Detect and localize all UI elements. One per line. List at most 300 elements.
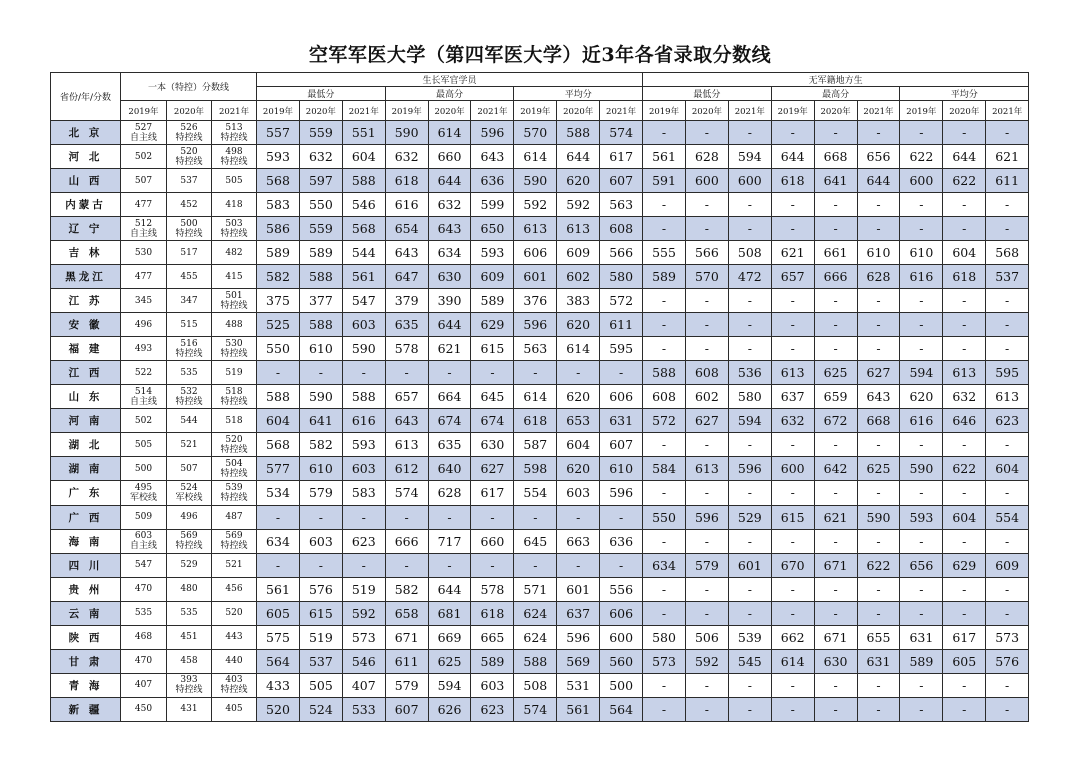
score-cell: - <box>986 601 1029 625</box>
tekong-score: 517 <box>180 247 198 258</box>
score-cell: - <box>600 361 643 385</box>
tekong-cell <box>212 145 257 169</box>
score-cell: 621 <box>814 505 857 529</box>
score-cell: 524 <box>299 697 342 721</box>
score-cell: 631 <box>857 649 900 673</box>
score-cell: 605 <box>257 601 300 625</box>
tekong-score: 521 <box>180 439 198 450</box>
score-cell: - <box>857 697 900 721</box>
score-cell: - <box>857 337 900 361</box>
tekong-score: 519 <box>225 367 243 378</box>
score-cell: 588 <box>557 121 600 145</box>
tekong-cell <box>121 169 167 193</box>
score-cell: 634 <box>257 529 300 553</box>
tekong-score: 569 <box>180 531 198 542</box>
tekong-cell <box>121 577 167 601</box>
score-cell: 602 <box>685 385 728 409</box>
score-cell: 671 <box>814 625 857 649</box>
score-cell: - <box>299 505 342 529</box>
score-cell: - <box>771 673 814 697</box>
score-cell: 607 <box>385 697 428 721</box>
score-cell: - <box>857 673 900 697</box>
province-cell: 青 海 <box>51 673 121 697</box>
table-row <box>51 265 1029 289</box>
tekong-note: 特控线 <box>175 396 203 407</box>
score-cell: - <box>814 601 857 625</box>
score-cell: 520 <box>257 697 300 721</box>
score-cell: 618 <box>943 265 986 289</box>
score-cell: 618 <box>471 601 514 625</box>
score-cell: 662 <box>771 625 814 649</box>
score-cell: 608 <box>643 385 686 409</box>
score-cell: 623 <box>342 529 385 553</box>
tekong-note: 特控线 <box>220 541 248 552</box>
tekong-score: 502 <box>134 151 153 162</box>
tekong-score: 498 <box>225 146 243 157</box>
score-cell: - <box>857 577 900 601</box>
score-cell: 614 <box>428 121 471 145</box>
score-cell: - <box>685 121 728 145</box>
score-cell: 630 <box>471 433 514 457</box>
tekong-note: 特控线 <box>175 541 203 552</box>
score-cell: 574 <box>600 121 643 145</box>
score-cell: 506 <box>685 625 728 649</box>
tekong-cell <box>121 481 167 505</box>
score-cell: 560 <box>600 649 643 673</box>
sz-group-header: 最高分 <box>385 87 514 101</box>
score-cell: - <box>814 193 857 217</box>
tekong-cell <box>167 697 212 721</box>
score-cell: - <box>685 673 728 697</box>
year-header: 2019年 <box>643 101 686 121</box>
score-cell: - <box>685 697 728 721</box>
score-cell: 610 <box>857 241 900 265</box>
score-cell: 609 <box>986 553 1029 577</box>
province-cell: 广 西 <box>51 505 121 529</box>
score-cell: 554 <box>514 481 557 505</box>
score-cell: 598 <box>514 457 557 481</box>
table-row <box>51 313 1029 337</box>
score-cell: 610 <box>299 457 342 481</box>
table-row <box>51 457 1029 481</box>
score-cell: 601 <box>514 265 557 289</box>
tekong-cell <box>167 529 212 553</box>
tekong-score: 468 <box>134 632 153 643</box>
score-cell: 433 <box>257 673 300 697</box>
score-cell: 534 <box>257 481 300 505</box>
score-cell: 505 <box>299 673 342 697</box>
score-cell: 647 <box>385 265 428 289</box>
score-cell: 604 <box>257 409 300 433</box>
tekong-score: 505 <box>225 175 243 186</box>
score-cell: 588 <box>342 385 385 409</box>
score-cell: 627 <box>857 361 900 385</box>
score-cell: 576 <box>986 649 1029 673</box>
tekong-cell <box>121 193 167 217</box>
score-cell: 568 <box>257 169 300 193</box>
score-cell: - <box>643 121 686 145</box>
score-cell: - <box>943 337 986 361</box>
table-row <box>51 169 1029 193</box>
score-cell: 583 <box>257 193 300 217</box>
tekong-score: 520 <box>225 608 243 619</box>
score-cell: - <box>814 697 857 721</box>
tekong-score: 488 <box>225 319 243 330</box>
score-cell: - <box>728 121 771 145</box>
year-header: 2021年 <box>986 101 1029 121</box>
score-cell: 551 <box>342 121 385 145</box>
tekong-cell <box>121 217 167 241</box>
tekong-score: 477 <box>134 271 153 282</box>
score-cell: - <box>428 361 471 385</box>
score-cell: 642 <box>814 457 857 481</box>
score-cell: 665 <box>471 625 514 649</box>
score-cell: 555 <box>643 241 686 265</box>
score-cell: - <box>900 121 943 145</box>
score-cell: 644 <box>557 145 600 169</box>
score-cell: 603 <box>342 457 385 481</box>
score-cell: 610 <box>900 241 943 265</box>
score-cell: 614 <box>557 337 600 361</box>
score-cell: - <box>514 361 557 385</box>
score-cell: 574 <box>514 697 557 721</box>
score-cell: 681 <box>428 601 471 625</box>
tekong-cell <box>167 241 212 265</box>
score-cell: 582 <box>385 577 428 601</box>
score-cell: 614 <box>514 385 557 409</box>
tekong-cell <box>212 457 257 481</box>
tekong-note: 特控线 <box>220 685 248 696</box>
tekong-score: 524 <box>180 482 198 493</box>
tekong-score: 405 <box>225 704 243 715</box>
tekong-score: 521 <box>225 560 243 571</box>
score-cell: 643 <box>857 385 900 409</box>
score-cell: - <box>728 193 771 217</box>
tekong-cell <box>167 409 212 433</box>
tekong-cell <box>167 265 212 289</box>
score-cell: 605 <box>943 649 986 673</box>
tekong-note: 自主线 <box>129 396 157 407</box>
score-cell: 566 <box>685 241 728 265</box>
score-cell: 653 <box>557 409 600 433</box>
score-cell: 519 <box>299 625 342 649</box>
score-cell: 554 <box>986 505 1029 529</box>
score-cell: 539 <box>728 625 771 649</box>
score-cell: 610 <box>600 457 643 481</box>
score-cell: - <box>728 577 771 601</box>
score-cell: 589 <box>257 241 300 265</box>
score-cell: 592 <box>514 193 557 217</box>
tekong-note: 特控线 <box>220 396 248 407</box>
province-cell: 山 西 <box>51 169 121 193</box>
tekong-header: 一本（特控）分数线 <box>121 73 257 101</box>
score-cell: 592 <box>557 193 600 217</box>
score-cell: 609 <box>471 265 514 289</box>
score-cell: - <box>986 529 1029 553</box>
score-cell: 537 <box>986 265 1029 289</box>
table-row <box>51 121 1029 145</box>
tekong-score: 345 <box>134 295 153 306</box>
score-cell: - <box>728 337 771 361</box>
tekong-score: 495 <box>134 482 153 493</box>
score-cell: 617 <box>471 481 514 505</box>
score-cell: 644 <box>943 145 986 169</box>
score-cell: 550 <box>643 505 686 529</box>
score-cell: - <box>299 553 342 577</box>
score-cell: 533 <box>342 697 385 721</box>
tekong-score: 535 <box>134 608 153 619</box>
score-cell: 594 <box>728 409 771 433</box>
tekong-cell <box>121 313 167 337</box>
score-cell: 588 <box>299 265 342 289</box>
score-cell: 613 <box>986 385 1029 409</box>
tekong-cell <box>212 529 257 553</box>
score-cell: 625 <box>428 649 471 673</box>
table-row <box>51 337 1029 361</box>
tekong-score: 529 <box>180 560 198 571</box>
score-cell: 573 <box>986 625 1029 649</box>
tekong-cell <box>121 697 167 721</box>
score-cell: - <box>986 577 1029 601</box>
score-cell: - <box>771 193 814 217</box>
score-cell: - <box>943 529 986 553</box>
score-cell: 590 <box>900 457 943 481</box>
score-cell: 574 <box>385 481 428 505</box>
score-cell: 620 <box>557 313 600 337</box>
tekong-score: 393 <box>180 675 198 686</box>
score-cell: 550 <box>299 193 342 217</box>
score-cell: 613 <box>685 457 728 481</box>
tekong-cell <box>121 361 167 385</box>
score-cell: 613 <box>557 217 600 241</box>
province-cell: 江 西 <box>51 361 121 385</box>
score-cell: 615 <box>299 601 342 625</box>
tekong-cell <box>212 385 257 409</box>
province-cell: 湖 北 <box>51 433 121 457</box>
score-cell: - <box>771 121 814 145</box>
score-cell: 546 <box>342 193 385 217</box>
score-cell: - <box>557 505 600 529</box>
score-cell: - <box>943 481 986 505</box>
score-cell: 570 <box>685 265 728 289</box>
score-cell: - <box>771 217 814 241</box>
score-cell: - <box>900 481 943 505</box>
score-cell: - <box>771 289 814 313</box>
score-cell: 636 <box>600 529 643 553</box>
score-cell: 376 <box>514 289 557 313</box>
province-cell: 江 苏 <box>51 289 121 313</box>
score-cell: - <box>600 553 643 577</box>
score-cell: 589 <box>643 265 686 289</box>
score-cell: 621 <box>771 241 814 265</box>
tekong-cell <box>167 385 212 409</box>
tekong-cell <box>212 217 257 241</box>
score-cell: 643 <box>385 409 428 433</box>
score-cell: 589 <box>900 649 943 673</box>
tekong-score: 501 <box>225 290 243 301</box>
score-cell: 379 <box>385 289 428 313</box>
score-cell: - <box>986 337 1029 361</box>
tekong-cell <box>167 601 212 625</box>
score-cell: 620 <box>557 169 600 193</box>
score-cell: 622 <box>943 169 986 193</box>
tekong-note: 特控线 <box>220 492 248 503</box>
score-cell: - <box>299 361 342 385</box>
score-cell: 593 <box>342 433 385 457</box>
table-row <box>51 697 1029 721</box>
shengzhang-header: 生长军官学员 <box>257 73 643 87</box>
score-cell: - <box>986 313 1029 337</box>
score-cell: 596 <box>685 505 728 529</box>
score-cell: 644 <box>771 145 814 169</box>
score-cell: 589 <box>471 649 514 673</box>
tekong-score: 451 <box>180 632 198 643</box>
score-cell: 563 <box>514 337 557 361</box>
score-cell: - <box>385 505 428 529</box>
tekong-cell <box>121 337 167 361</box>
table-row <box>51 505 1029 529</box>
score-cell: 666 <box>814 265 857 289</box>
tekong-score: 470 <box>134 656 153 667</box>
score-cell: 508 <box>514 673 557 697</box>
score-cell: 611 <box>986 169 1029 193</box>
table-row <box>51 601 1029 625</box>
score-cell: 590 <box>299 385 342 409</box>
score-cell: 613 <box>514 217 557 241</box>
score-cell: - <box>643 217 686 241</box>
tekong-note: 军校线 <box>175 492 203 503</box>
tekong-cell <box>121 553 167 577</box>
tekong-score: 603 <box>134 531 153 542</box>
score-cell: - <box>685 193 728 217</box>
table-row <box>51 553 1029 577</box>
tekong-note: 特控线 <box>220 132 248 143</box>
tekong-score: 530 <box>225 338 243 349</box>
province-cell: 广 东 <box>51 481 121 505</box>
score-cell: - <box>900 289 943 313</box>
tekong-cell <box>167 481 212 505</box>
score-cell: 566 <box>600 241 643 265</box>
tekong-cell <box>121 121 167 145</box>
table-row <box>51 409 1029 433</box>
score-table <box>50 72 1029 722</box>
tekong-note: 特控线 <box>220 468 248 479</box>
score-cell: 561 <box>557 697 600 721</box>
score-cell: 568 <box>257 433 300 457</box>
tekong-cell <box>167 313 212 337</box>
tekong-score: 547 <box>134 560 153 571</box>
tekong-score: 477 <box>134 199 153 210</box>
score-cell: 375 <box>257 289 300 313</box>
tekong-score: 507 <box>180 463 198 474</box>
score-cell: 643 <box>428 217 471 241</box>
tekong-cell <box>167 361 212 385</box>
table-row <box>51 625 1029 649</box>
tekong-cell <box>167 121 212 145</box>
province-cell: 山 东 <box>51 385 121 409</box>
tekong-score: 512 <box>134 218 153 229</box>
tekong-score: 407 <box>134 680 153 691</box>
table-row <box>51 145 1029 169</box>
tekong-cell <box>212 673 257 697</box>
province-cell: 河 南 <box>51 409 121 433</box>
score-cell: - <box>900 313 943 337</box>
score-cell: - <box>857 433 900 457</box>
score-cell: - <box>857 601 900 625</box>
tekong-score: 513 <box>225 122 243 133</box>
tekong-cell <box>212 625 257 649</box>
tekong-cell <box>167 169 212 193</box>
province-cell: 福 建 <box>51 337 121 361</box>
score-cell: 580 <box>600 265 643 289</box>
score-cell: - <box>643 337 686 361</box>
score-cell: - <box>643 673 686 697</box>
score-cell: 613 <box>771 361 814 385</box>
score-cell: 578 <box>471 577 514 601</box>
tekong-score: 530 <box>134 247 153 258</box>
tekong-cell <box>212 409 257 433</box>
score-cell: 590 <box>514 169 557 193</box>
score-cell: - <box>643 313 686 337</box>
score-cell: 615 <box>771 505 814 529</box>
score-cell: 672 <box>814 409 857 433</box>
score-cell: - <box>685 601 728 625</box>
score-cell: - <box>771 601 814 625</box>
score-cell: 595 <box>986 361 1029 385</box>
score-cell: - <box>814 529 857 553</box>
score-cell: 626 <box>428 697 471 721</box>
year-header: 2020年 <box>428 101 471 121</box>
score-cell: - <box>643 193 686 217</box>
score-cell: - <box>943 313 986 337</box>
score-cell: - <box>857 529 900 553</box>
score-cell: - <box>685 217 728 241</box>
tekong-cell <box>167 553 212 577</box>
score-cell: 637 <box>557 601 600 625</box>
score-cell: 660 <box>428 145 471 169</box>
tekong-note: 特控线 <box>220 300 248 311</box>
tekong-score: 415 <box>225 271 243 282</box>
tekong-note: 特控线 <box>220 228 248 239</box>
tekong-score: 440 <box>225 656 243 667</box>
tekong-cell <box>212 553 257 577</box>
score-cell: 624 <box>514 625 557 649</box>
score-cell: 586 <box>257 217 300 241</box>
tekong-score: 504 <box>225 458 243 469</box>
tekong-score: 480 <box>180 584 198 595</box>
score-cell: - <box>900 577 943 601</box>
score-cell: 592 <box>685 649 728 673</box>
score-cell: 668 <box>857 409 900 433</box>
province-cell: 北 京 <box>51 121 121 145</box>
score-cell: 572 <box>600 289 643 313</box>
score-cell: 603 <box>471 673 514 697</box>
tekong-score: 518 <box>225 415 243 426</box>
score-cell: 559 <box>299 217 342 241</box>
tekong-score: 527 <box>134 122 153 133</box>
score-cell: 645 <box>514 529 557 553</box>
score-cell: - <box>728 481 771 505</box>
score-cell: 557 <box>257 121 300 145</box>
tekong-note: 特控线 <box>220 444 248 455</box>
score-cell: 627 <box>685 409 728 433</box>
score-cell: - <box>986 193 1029 217</box>
tekong-score: 500 <box>134 463 153 474</box>
score-cell: 597 <box>299 169 342 193</box>
score-cell: - <box>771 433 814 457</box>
table-row <box>51 241 1029 265</box>
score-cell: 622 <box>857 553 900 577</box>
